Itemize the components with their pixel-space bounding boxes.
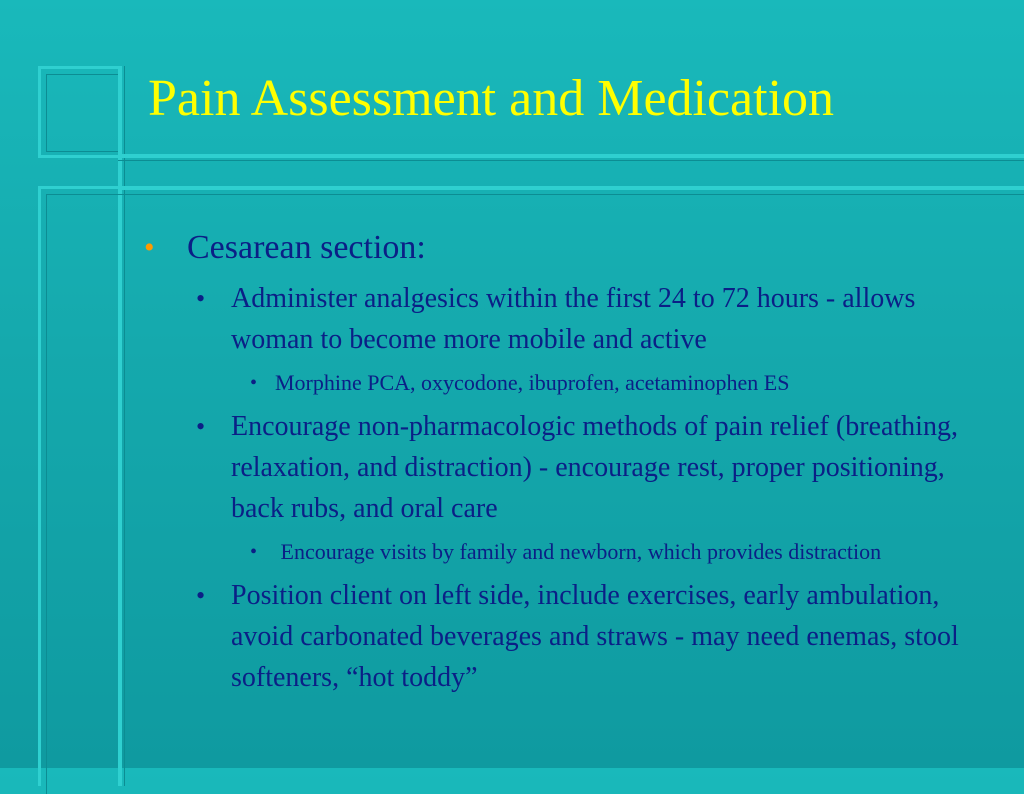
frame-title-rule-shadow xyxy=(118,160,1024,161)
bullet-text: Encourage visits by family and newborn, which provides distraction xyxy=(275,539,882,564)
bullet-text: Morphine PCA, oxycodone, ibuprofen, acetaminophen ES xyxy=(275,370,790,395)
bullet-marker: • xyxy=(250,372,258,394)
bullet-item-level3 xyxy=(140,535,1000,569)
frame-body-rule xyxy=(118,186,1024,190)
bullet-item-level1 xyxy=(140,228,1000,268)
bullet-marker: • xyxy=(196,284,206,313)
bullet-text: Cesarean section: xyxy=(187,229,426,266)
frame-vertical-rule xyxy=(118,66,122,786)
bullet-item-level2 xyxy=(140,575,1000,698)
bullet-item-level2 xyxy=(140,406,1000,529)
bullet-text: Position client on left side, include exercises, early ambulation, avoid carbonated beverages and straws - may need enemas, stool softeners, “hot toddy” xyxy=(231,580,959,693)
bullet-text: Encourage non-pharmacologic methods of pain relief (breathing, relaxation, and distraction) - encourage rest, proper positioning, back rubs, and oral care xyxy=(231,411,958,524)
bullet-item-level3 xyxy=(140,366,1000,400)
frame-vertical-rule-shadow xyxy=(124,66,125,786)
frame-top-left-inner xyxy=(46,74,118,152)
slide-title: Pain Assessment and Medication xyxy=(148,70,835,127)
frame-body-left-inner xyxy=(46,194,118,794)
bullet-marker: • xyxy=(196,412,206,441)
bullet-item-level2 xyxy=(140,278,1000,360)
frame-title-rule xyxy=(118,154,1024,158)
bullet-marker: • xyxy=(250,541,258,563)
bullet-marker: • xyxy=(144,231,155,264)
frame-body-rule-shadow xyxy=(118,194,1024,195)
bullet-marker: • xyxy=(196,581,206,610)
bullet-text: Administer analgesics within the first 24 to 72 hours - allows woman to become more mobile and active xyxy=(231,283,916,355)
slide-body xyxy=(140,228,1000,704)
